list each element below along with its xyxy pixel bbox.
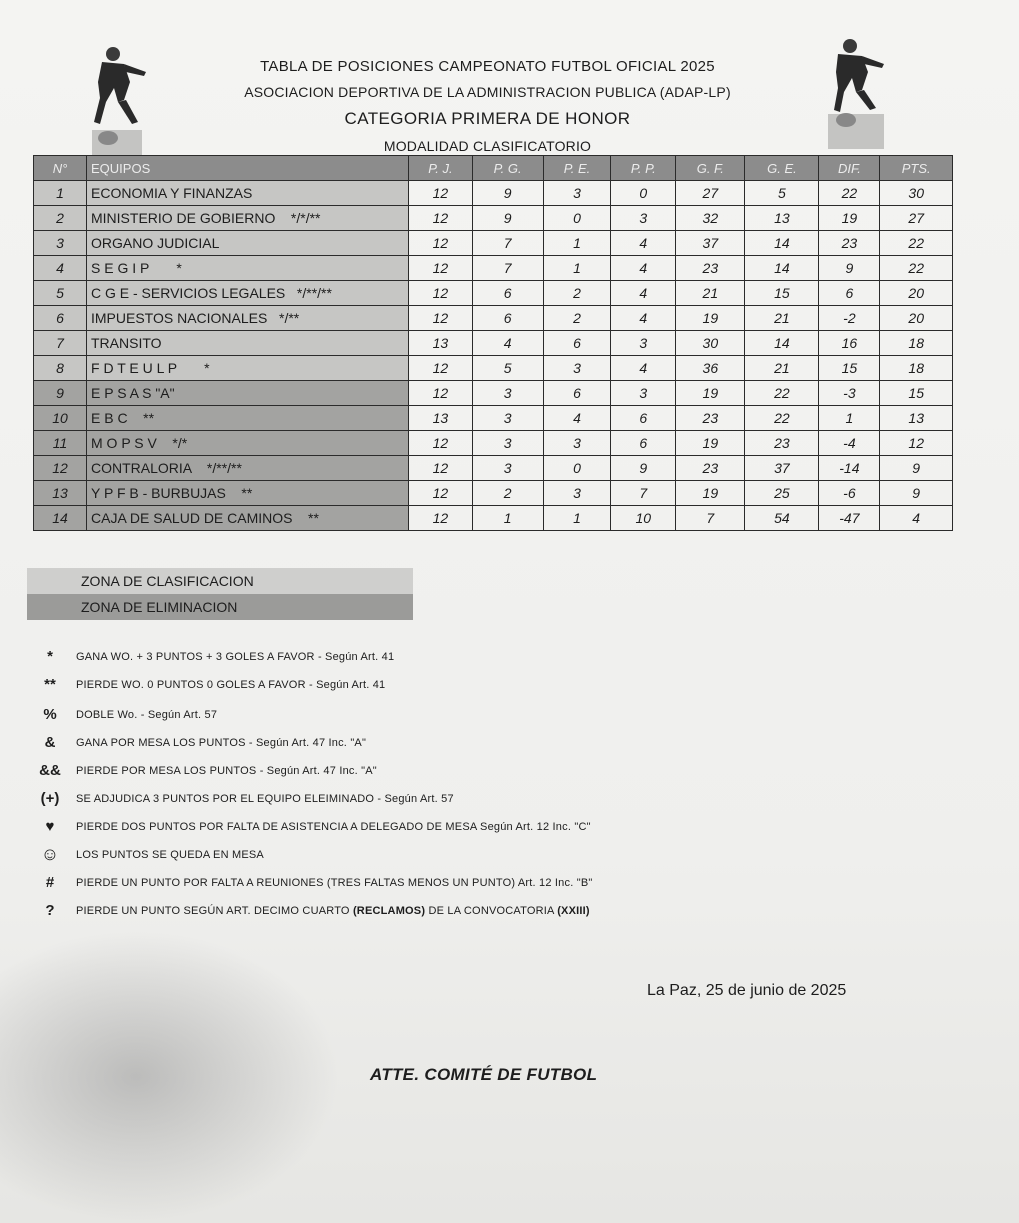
cell-pp: 0 [611,181,676,206]
note-text: PIERDE WO. 0 PUNTOS 0 GOLES A FAVOR - Según Art. 41 [76,679,386,691]
cell-position: 13 [34,481,87,506]
cell-pts: 12 [880,431,953,456]
cell-gf: 27 [676,181,745,206]
cell-ge: 54 [745,506,819,531]
cell-pts: 15 [880,381,953,406]
cell-pts: 9 [880,481,953,506]
cell-pj: 12 [409,456,473,481]
note-text: LOS PUNTOS SE QUEDA EN MESA [76,849,264,861]
cell-position: 8 [34,356,87,381]
cell-ge: 22 [745,381,819,406]
cell-team: M O P S V */* [87,431,409,456]
cell-pp: 4 [611,281,676,306]
cell-pg: 1 [472,506,543,531]
cell-ge: 25 [745,481,819,506]
table-row [34,356,953,381]
double-asterisk-symbol: ** [44,676,56,693]
cell-pp: 10 [611,506,676,531]
note-text: PIERDE POR MESA LOS PUNTOS - Según Art. 47 Inc. "A" [76,765,377,777]
cell-dif: 9 [819,256,880,281]
cell-ge: 21 [745,306,819,331]
note-text: SE ADJUDICA 3 PUNTOS POR EL EQUIPO ELEIMINADO - Según Art. 57 [76,793,454,805]
cell-pj: 12 [409,206,473,231]
zone-elimination-legend: ZONA DE ELIMINACION [27,594,413,620]
table-row [34,231,953,256]
standings-table [33,155,953,531]
cell-gf: 30 [676,331,745,356]
cell-ge: 15 [745,281,819,306]
cell-pg: 3 [472,381,543,406]
cell-dif: 15 [819,356,880,381]
cell-ge: 23 [745,431,819,456]
col-header-ge: G. E. [745,156,819,181]
cell-pj: 12 [409,506,473,531]
col-header-pts: PTS. [880,156,953,181]
cell-pp: 6 [611,431,676,456]
cell-pp: 4 [611,306,676,331]
cell-pts: 4 [880,506,953,531]
note-text: GANA POR MESA LOS PUNTOS - Según Art. 47 Inc. "A" [76,737,367,749]
cell-gf: 19 [676,306,745,331]
cell-ge: 37 [745,456,819,481]
cell-pts: 22 [880,231,953,256]
col-header-teams: EQUIPOS [87,156,409,181]
col-header-pg: P. G. [472,156,543,181]
smiley-icon: ☺ [40,844,60,864]
cell-pj: 12 [409,281,473,306]
note-text-part: DE LA CONVOCATORIA [425,905,558,917]
note-text: PIERDE UN PUNTO POR FALTA A REUNIONES (TRES FALTAS MENOS UN PUNTO) Art. 12 Inc. "B" [76,877,593,889]
cell-gf: 21 [676,281,745,306]
cell-pg: 3 [472,406,543,431]
ampersand-symbol: & [44,734,56,751]
cell-pg: 6 [472,281,543,306]
col-header-pp: P. P. [611,156,676,181]
cell-pts: 9 [880,456,953,481]
cell-position: 6 [34,306,87,331]
cell-pj: 12 [409,256,473,281]
table-row [34,281,953,306]
plus-symbol: (+) [40,790,60,807]
note-text [76,905,590,917]
cell-dif: -6 [819,481,880,506]
col-header-pj: P. J. [409,156,473,181]
cell-pj: 12 [409,356,473,381]
cell-pg: 3 [472,431,543,456]
cell-dif: -3 [819,381,880,406]
cell-pe: 3 [543,181,611,206]
cell-pg: 2 [472,481,543,506]
cell-ge: 21 [745,356,819,381]
cell-pj: 12 [409,231,473,256]
cell-gf: 7 [676,506,745,531]
document-date: La Paz, 25 de junio de 2025 [647,982,847,999]
cell-pts: 18 [880,356,953,381]
cell-pp: 4 [611,256,676,281]
cell-pp: 6 [611,406,676,431]
category-title: CATEGORIA PRIMERA DE HONOR [344,109,631,128]
cell-pe: 1 [543,231,611,256]
photo-shadow [0,930,340,1223]
col-header-gf: G. F. [676,156,745,181]
cell-pts: 20 [880,306,953,331]
cell-team: C G E - SERVICIOS LEGALES */**/** [87,281,409,306]
cell-position: 10 [34,406,87,431]
note-text: DOBLE Wo. - Según Art. 57 [76,709,218,721]
cell-gf: 19 [676,381,745,406]
col-header-dif: DIF. [819,156,880,181]
cell-pts: 13 [880,406,953,431]
cell-ge: 14 [745,256,819,281]
cell-team: E B C ** [87,406,409,431]
cell-pp: 3 [611,206,676,231]
table-row [34,456,953,481]
cell-pj: 12 [409,481,473,506]
cell-pj: 12 [409,181,473,206]
cell-dif: -2 [819,306,880,331]
col-header-pe: P. E. [543,156,611,181]
col-header-number: N° [34,156,87,181]
note-text: GANA WO. + 3 PUNTOS + 3 GOLES A FAVOR - Según Art. 41 [76,651,395,663]
note-text-bold: (XXIII) [557,905,590,917]
cell-pe: 1 [543,256,611,281]
cell-pe: 3 [543,431,611,456]
cell-pe: 4 [543,406,611,431]
heart-icon: ♥ [45,818,55,835]
cell-ge: 5 [745,181,819,206]
cell-pj: 12 [409,431,473,456]
cell-dif: -4 [819,431,880,456]
cell-dif: 23 [819,231,880,256]
cell-pg: 7 [472,256,543,281]
cell-pe: 6 [543,381,611,406]
cell-position: 12 [34,456,87,481]
cell-dif: 22 [819,181,880,206]
cell-pj: 13 [409,331,473,356]
table-row [34,406,953,431]
cell-pg: 6 [472,306,543,331]
cell-position: 11 [34,431,87,456]
zone-classification-legend: ZONA DE CLASIFICACION [27,568,413,594]
cell-pp: 9 [611,456,676,481]
modality-title: MODALIDAD CLASIFICATORIO [383,138,592,154]
cell-ge: 14 [745,231,819,256]
cell-pts: 18 [880,331,953,356]
cell-dif: 1 [819,406,880,431]
table-row [34,206,953,231]
cell-team: ORGANO JUDICIAL [87,231,409,256]
cell-gf: 19 [676,481,745,506]
cell-pe: 0 [543,206,611,231]
cell-pts: 20 [880,281,953,306]
cell-position: 7 [34,331,87,356]
cell-pp: 7 [611,481,676,506]
cell-gf: 23 [676,456,745,481]
note-text-bold: (RECLAMOS) [352,905,426,917]
cell-pp: 4 [611,356,676,381]
document-title: TABLA DE POSICIONES CAMPEONATO FUTBOL OFICIAL 2025 [260,58,715,75]
cell-pts: 22 [880,256,953,281]
asterisk-symbol: * [47,648,53,665]
cell-pe: 3 [543,481,611,506]
cell-position: 14 [34,506,87,531]
table-row [34,431,953,456]
double-ampersand-symbol: && [39,762,61,779]
cell-position: 4 [34,256,87,281]
table-row [34,256,953,281]
cell-gf: 37 [676,231,745,256]
question-symbol: ? [45,902,55,919]
cell-position: 9 [34,381,87,406]
cell-pe: 2 [543,281,611,306]
cell-dif: -47 [819,506,880,531]
cell-position: 1 [34,181,87,206]
cell-team: IMPUESTOS NACIONALES */** [87,306,409,331]
note-text: PIERDE DOS PUNTOS POR FALTA DE ASISTENCIA A DELEGADO DE MESA Según Art. 12 Inc. "C" [76,821,591,833]
cell-team: ECONOMIA Y FINANZAS [87,181,409,206]
cell-dif: 6 [819,281,880,306]
cell-pg: 3 [472,456,543,481]
cell-pe: 0 [543,456,611,481]
table-row [34,506,953,531]
cell-pg: 9 [472,181,543,206]
cell-pg: 5 [472,356,543,381]
cell-pp: 3 [611,381,676,406]
cell-pe: 3 [543,356,611,381]
table-row [34,381,953,406]
cell-position: 2 [34,206,87,231]
table-row [34,181,953,206]
cell-ge: 22 [745,406,819,431]
cell-pg: 9 [472,206,543,231]
cell-pg: 7 [472,231,543,256]
cell-team: CAJA DE SALUD DE CAMINOS ** [87,506,409,531]
cell-pe: 1 [543,506,611,531]
cell-pj: 13 [409,406,473,431]
note-text-part: PIERDE UN PUNTO SEGÚN ART. DECIMO CUARTO [76,905,353,917]
cell-pe: 6 [543,331,611,356]
association-name: ASOCIACION DEPORTIVA DE LA ADMINISTRACION PUBLICA (ADAP-LP) [244,84,731,100]
table-row [34,481,953,506]
cell-pp: 3 [611,331,676,356]
cell-pts: 30 [880,181,953,206]
cell-team: CONTRALORIA */**/** [87,456,409,481]
table-header-row [34,156,953,181]
cell-position: 5 [34,281,87,306]
cell-pp: 4 [611,231,676,256]
cell-pe: 2 [543,306,611,331]
table-row [34,306,953,331]
signature-line: ATTE. COMITÉ DE FUTBOL [370,1065,598,1084]
cell-gf: 23 [676,406,745,431]
percent-symbol: % [43,706,57,723]
cell-dif: -14 [819,456,880,481]
cell-team: S E G I P * [87,256,409,281]
cell-pj: 12 [409,381,473,406]
cell-pts: 27 [880,206,953,231]
cell-gf: 23 [676,256,745,281]
cell-dif: 19 [819,206,880,231]
cell-team: E P S A S "A" [87,381,409,406]
table-row [34,331,953,356]
cell-gf: 19 [676,431,745,456]
cell-ge: 14 [745,331,819,356]
cell-dif: 16 [819,331,880,356]
hash-symbol: # [45,874,55,891]
cell-position: 3 [34,231,87,256]
cell-team: F D T E U L P * [87,356,409,381]
cell-pj: 12 [409,306,473,331]
cell-pg: 4 [472,331,543,356]
cell-ge: 13 [745,206,819,231]
cell-gf: 36 [676,356,745,381]
cell-team: TRANSITO [87,331,409,356]
cell-gf: 32 [676,206,745,231]
cell-team: Y P F B - BURBUJAS ** [87,481,409,506]
cell-team: MINISTERIO DE GOBIERNO */*/** [87,206,409,231]
